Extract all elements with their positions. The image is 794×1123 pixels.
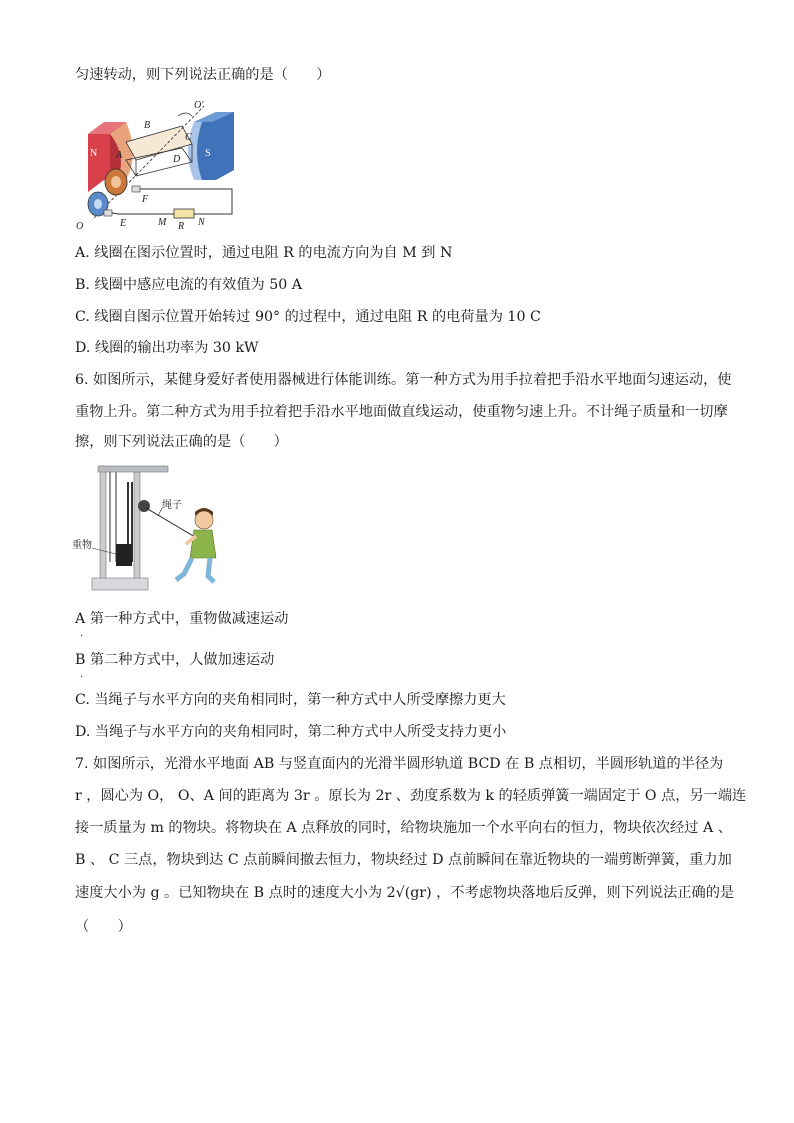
q7-line5: 速度大小为 g 。已知物块在 B 点时的速度大小为 2√(gr) ，不考虑物块落地后反弹，则下列说法正确的是	[75, 885, 735, 901]
coil	[126, 126, 192, 160]
stray-dot: .	[80, 669, 84, 680]
label-d: D	[173, 154, 181, 165]
q7-line1: 7. 如图所示，光滑水平地面 AB 与竖直面内的光滑半圆形轨道 BCD 在 B 点相切，半圆形轨道的半径为	[75, 756, 724, 772]
q6-option-c: C. 当绳子与水平方向的夹角相同时，第一种方式中人所受摩擦力更大	[75, 692, 506, 708]
label-e: E	[120, 218, 127, 229]
label-m: M	[158, 217, 167, 228]
fitness-figure	[72, 462, 222, 594]
q6-stem-line2: 重物上升。第二种方式为用手拉着把手沿水平地面做直线运动，使重物匀速上升。不计绳子质量和一切摩	[75, 404, 728, 420]
q7-line3: 接一质量为 m 的物块。将物块在 A 点释放的同时，给物块施加一个水平向右的恒力，物块依次经过 A 、	[75, 820, 732, 836]
label-rope: 绳子	[162, 500, 182, 511]
machine-base	[92, 578, 148, 590]
label-weight: 重物	[72, 540, 92, 551]
label-n-pole: N	[90, 148, 98, 159]
pulley	[138, 500, 150, 512]
rope	[146, 508, 200, 540]
resistor	[174, 209, 194, 218]
label-o: O	[76, 221, 84, 232]
label-n: N	[198, 217, 205, 228]
q7-line4: B 、 C 三点，物块到达 C 点前瞬间撤去恒力，物块经过 D 点前瞬间在靠近物块的一端剪断弹簧，重力加	[75, 852, 732, 868]
q6-stem-line3: 擦，则下列说法正确的是（ ）	[75, 434, 288, 450]
label-f: F	[142, 194, 149, 205]
q7-line6: （ ）	[75, 919, 132, 935]
q6-option-d: D. 当绳子与水平方向的夹角相同时，第二种方式中人所受支持力更小	[75, 724, 507, 740]
q5-option-d: D. 线圈的输出功率为 30 kW	[75, 340, 259, 356]
q7-line2: r ，圆心为 O， O、A 间的距离为 3r 。原长为 2r 、劲度系数为 k 的轻质弹簧一端固定于 O 点，另一端连	[75, 788, 747, 804]
q5-stem-tail: 匀速转动，则下列说法正确的是（ ）	[75, 67, 331, 83]
stray-dot: .	[80, 628, 84, 639]
generator-figure	[74, 96, 239, 232]
label-b: B	[144, 120, 151, 131]
label-s-pole: S	[205, 148, 211, 159]
q6-option-b: B 第二种方式中，人做加速运动	[75, 652, 275, 668]
label-o-prime: O'	[194, 100, 204, 111]
q5-option-b: B. 线圈中感应电流的有效值为 50 A	[75, 277, 303, 293]
q6-option-a: A 第一种方式中，重物做减速运动	[75, 611, 289, 627]
q5-option-a: A. 线圈在图示位置时，通过电阻 R 的电流方向为自 M 到 N	[75, 245, 453, 261]
q5-option-c: C. 线圈自图示位置开始转过 90° 的过程中，通过电阻 R 的电荷量为 10 C	[75, 309, 541, 325]
label-r: R	[178, 221, 185, 232]
label-c: C	[185, 132, 192, 143]
weight-block	[116, 544, 132, 566]
q6-stem-line1: 6. 如图所示，某健身爱好者使用器械进行体能训练。第一种方式为用手拉着把手沿水平地面匀速运动，使	[75, 372, 732, 388]
machine-post	[100, 466, 106, 584]
label-a: A	[116, 150, 123, 161]
person	[195, 511, 213, 529]
